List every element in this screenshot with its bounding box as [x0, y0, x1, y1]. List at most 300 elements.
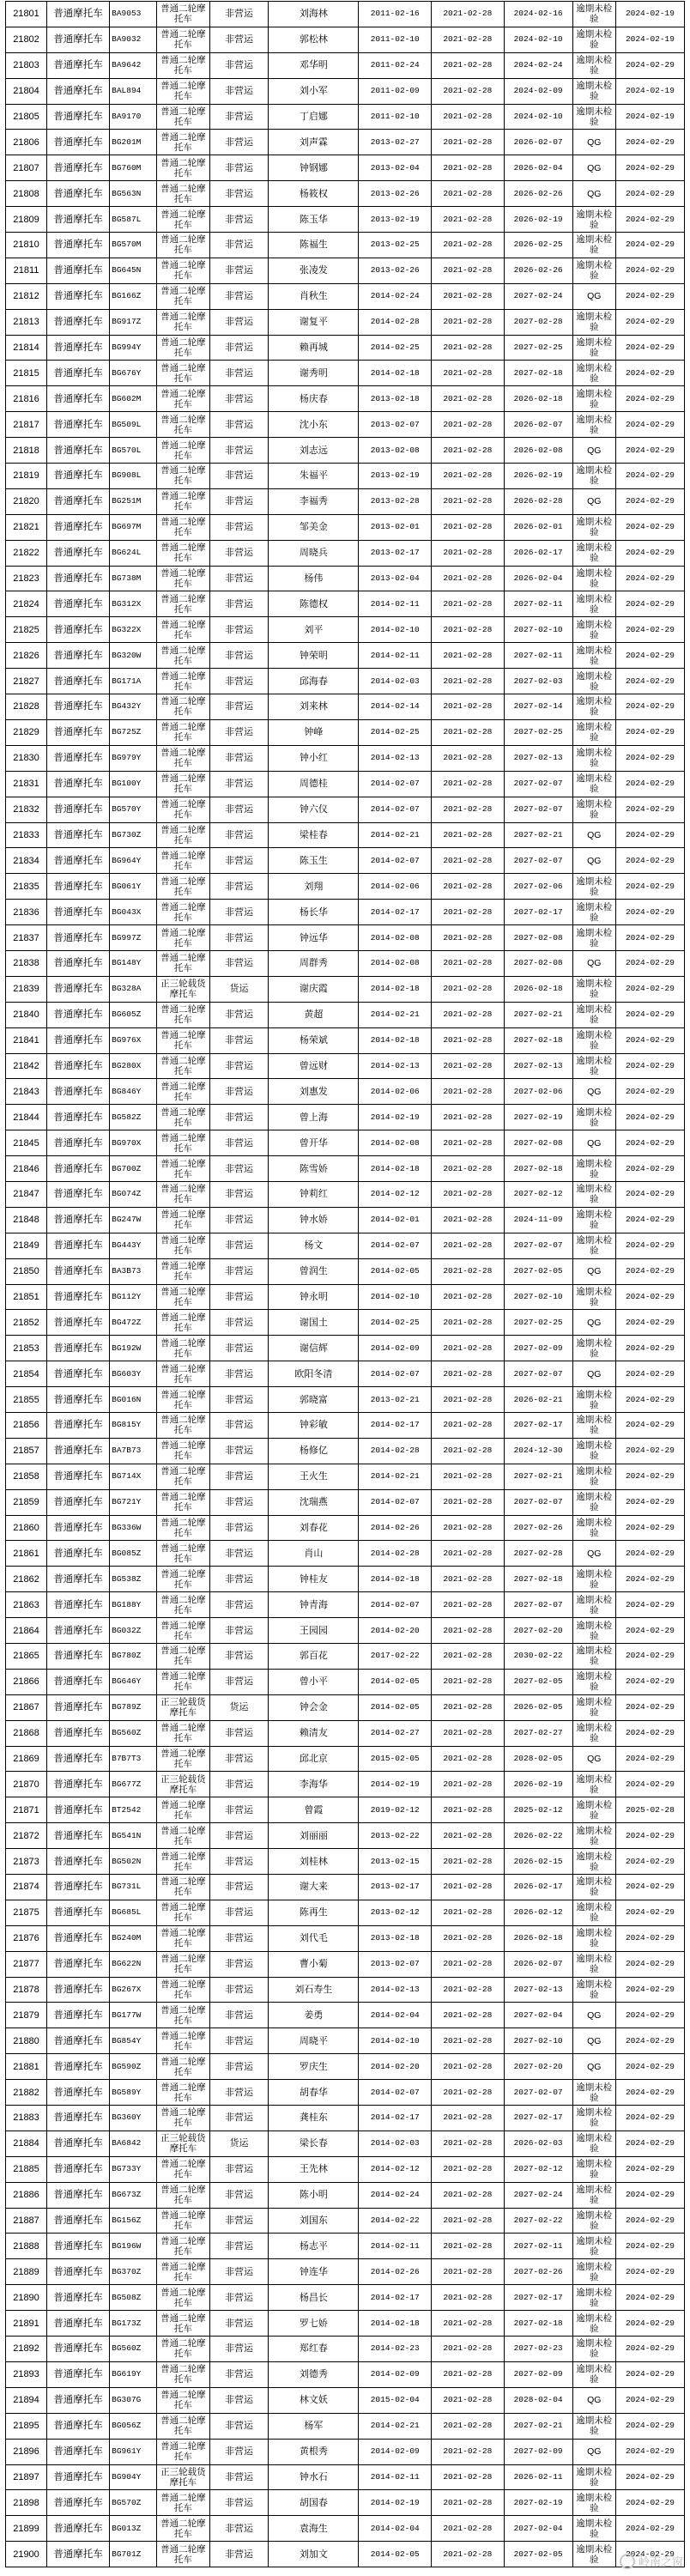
- vehicle-type: 正三轮载货摩托车: [157, 976, 210, 1002]
- scrap-date: 2024-02-29: [615, 1951, 684, 1977]
- vehicle-type: 普通二轮摩托车: [157, 2490, 210, 2516]
- vehicle-kind: 普通摩托车: [47, 1772, 110, 1797]
- vehicle-kind: 普通摩托车: [47, 2106, 110, 2131]
- issue-date: 2021-02-28: [432, 1489, 505, 1515]
- registration-date: 2014-02-14: [359, 694, 432, 720]
- issue-date: 2021-02-28: [432, 745, 505, 771]
- owner-name: 姜勇: [269, 2003, 359, 2028]
- plate-number: BG714X: [110, 1464, 157, 1489]
- issue-date: 2021-02-28: [432, 1310, 505, 1336]
- registration-date: 2014-02-19: [359, 1772, 432, 1797]
- owner-name: 钟会金: [269, 1694, 359, 1720]
- table-row: [6, 2, 685, 27]
- row-number: 21815: [6, 361, 47, 386]
- scrap-date: 2024-02-29: [615, 2208, 684, 2234]
- inspection-due-date: 2027-02-08: [504, 925, 572, 951]
- scrap-date: 2024-02-29: [615, 2028, 684, 2054]
- inspection-due-date: 2027-02-13: [504, 1977, 572, 2003]
- plate-number: BG320W: [110, 643, 157, 669]
- plate-number: BG677Z: [110, 1772, 157, 1797]
- scrap-date: 2024-02-29: [615, 1156, 684, 1182]
- owner-name: 钟连华: [269, 2259, 359, 2285]
- plate-number: BG196W: [110, 2234, 157, 2259]
- owner-name: 胡春华: [269, 2080, 359, 2106]
- vehicle-type: 普通二轮摩托车: [157, 386, 210, 412]
- plate-number: BG961Y: [110, 2439, 157, 2464]
- issue-date: 2021-02-28: [432, 1181, 505, 1207]
- vehicle-type: 普通二轮摩托车: [157, 283, 210, 309]
- row-number: 21898: [6, 2490, 47, 2516]
- plate-number: BG673Z: [110, 2182, 157, 2208]
- plate-number: BA7B73: [110, 1438, 157, 1464]
- vehicle-kind: 普通摩托车: [47, 2337, 110, 2362]
- plate-number: BG624L: [110, 540, 157, 566]
- row-number: 21805: [6, 104, 47, 130]
- plate-number: BG605Z: [110, 1002, 157, 1027]
- inspection-status: 逾期未检验: [572, 78, 615, 104]
- inspection-due-date: 2024-12-30: [504, 1438, 572, 1464]
- plate-number: BG280X: [110, 1053, 157, 1079]
- owner-name: 钟峰: [269, 719, 359, 745]
- table-row: [6, 155, 685, 181]
- owner-name: 钟水娇: [269, 1207, 359, 1233]
- owner-name: 钟远华: [269, 925, 359, 951]
- inspection-due-date: 2027-02-04: [504, 2003, 572, 2028]
- row-number: 21890: [6, 2285, 47, 2311]
- vehicle-kind: 普通摩托车: [47, 1951, 110, 1977]
- issue-date: 2021-02-28: [432, 1746, 505, 1772]
- owner-name: 杨筱权: [269, 181, 359, 207]
- plate-number: BG148Y: [110, 950, 157, 976]
- owner-name: 刘声霖: [269, 130, 359, 155]
- table-row: [6, 1156, 685, 1182]
- issue-date: 2021-02-28: [432, 2182, 505, 2208]
- plate-number: BG508Z: [110, 2285, 157, 2311]
- vehicle-kind: 普通摩托车: [47, 540, 110, 566]
- owner-name: 刘海林: [269, 2, 359, 27]
- vehicle-kind: 普通摩托车: [47, 1592, 110, 1618]
- inspection-due-date: 2027-02-21: [504, 822, 572, 848]
- inspection-due-date: 2027-02-10: [504, 1284, 572, 1310]
- table-row: [6, 1644, 685, 1670]
- vehicle-kind: 普通摩托车: [47, 361, 110, 386]
- vehicle-type: 普通二轮摩托车: [157, 258, 210, 283]
- table-row: [6, 2285, 685, 2311]
- usage: 非营运: [209, 1977, 269, 2003]
- owner-name: 刘翔: [269, 874, 359, 900]
- scrap-date: 2024-02-29: [615, 1336, 684, 1361]
- table-row: [6, 386, 685, 412]
- registration-date: 2015-02-04: [359, 2387, 432, 2413]
- owner-name: 杨伟: [269, 566, 359, 591]
- table-row: [6, 1746, 685, 1772]
- scrap-date: 2024-02-29: [615, 925, 684, 951]
- table-row: [6, 2208, 685, 2234]
- usage: 非营运: [209, 488, 269, 514]
- scrap-date: 2024-02-29: [615, 207, 684, 233]
- registration-date: 2014-02-09: [359, 2361, 432, 2387]
- owner-name: 刘小军: [269, 78, 359, 104]
- row-number: 21854: [6, 1361, 47, 1387]
- vehicle-kind: 普通摩托车: [47, 52, 110, 78]
- registration-date: 2013-02-08: [359, 438, 432, 464]
- inspection-status: 逾期未检验: [572, 1772, 615, 1797]
- row-number: 21810: [6, 233, 47, 258]
- usage: 货运: [209, 1694, 269, 1720]
- registration-date: 2014-02-10: [359, 2028, 432, 2054]
- usage: 非营运: [209, 2234, 269, 2259]
- plate-number: BG056Z: [110, 2413, 157, 2439]
- row-number: 21846: [6, 1156, 47, 1182]
- owner-name: 杨长华: [269, 900, 359, 925]
- owner-name: 刘桂林: [269, 1849, 359, 1875]
- usage: 非营运: [209, 309, 269, 335]
- issue-date: 2021-02-28: [432, 488, 505, 514]
- vehicle-type: 普通二轮摩托车: [157, 2361, 210, 2387]
- issue-date: 2021-02-28: [432, 2054, 505, 2080]
- vehicle-kind: 普通摩托车: [47, 1361, 110, 1387]
- usage: 非营运: [209, 1823, 269, 1849]
- vehicle-kind: 普通摩托车: [47, 1207, 110, 1233]
- table-row: [6, 1669, 685, 1694]
- registration-date: 2013-02-04: [359, 566, 432, 591]
- registration-date: 2011-02-10: [359, 27, 432, 52]
- scrap-date: 2024-02-29: [615, 2003, 684, 2028]
- owner-name: 谢国土: [269, 1310, 359, 1336]
- table-row: [6, 2054, 685, 2080]
- table-row: [6, 617, 685, 643]
- scrap-date: 2024-02-29: [615, 2387, 684, 2413]
- inspection-status: 逾期未检验: [572, 2106, 615, 2131]
- usage: 非营运: [209, 1207, 269, 1233]
- scrap-date: 2024-02-29: [615, 2234, 684, 2259]
- plate-number: BG247W: [110, 1207, 157, 1233]
- scrap-date: 2024-02-29: [615, 2542, 684, 2567]
- inspection-status: 逾期未检验: [572, 1002, 615, 1027]
- inspection-due-date: 2027-02-18: [504, 2311, 572, 2337]
- row-number: 21843: [6, 1079, 47, 1105]
- row-number: 21837: [6, 925, 47, 951]
- vehicle-type: 普通二轮摩托车: [157, 2234, 210, 2259]
- plate-number: BG177W: [110, 2003, 157, 2028]
- scrap-date: 2024-02-29: [615, 335, 684, 361]
- inspection-status: 逾期未检验: [572, 335, 615, 361]
- owner-name: 罗七娇: [269, 2311, 359, 2337]
- scrap-date: 2024-02-29: [615, 2516, 684, 2542]
- inspection-due-date: 2027-02-17: [504, 2285, 572, 2311]
- plate-number: BG328A: [110, 976, 157, 1002]
- issue-date: 2021-02-28: [432, 1258, 505, 1284]
- scrap-date: 2024-02-29: [615, 2490, 684, 2516]
- table-row: [6, 1541, 685, 1567]
- inspection-status: 逾期未检验: [572, 1694, 615, 1720]
- registration-date: 2014-02-28: [359, 1541, 432, 1567]
- vehicle-type: 普通二轮摩托车: [157, 1053, 210, 1079]
- inspection-due-date: 2027-02-19: [504, 1105, 572, 1130]
- plate-number: BG645N: [110, 258, 157, 283]
- usage: 非营运: [209, 1181, 269, 1207]
- inspection-status: 逾期未检验: [572, 2131, 615, 2156]
- row-number: 21808: [6, 181, 47, 207]
- row-number: 21824: [6, 591, 47, 617]
- vehicle-kind: 普通摩托车: [47, 1233, 110, 1258]
- owner-name: 邓华明: [269, 52, 359, 78]
- inspection-status: 逾期未检验: [572, 2413, 615, 2439]
- table-row: [6, 1207, 685, 1233]
- row-number: 21900: [6, 2542, 47, 2567]
- inspection-status: 逾期未检验: [572, 207, 615, 233]
- scrap-date: 2024-02-29: [615, 2106, 684, 2131]
- table-row: [6, 1336, 685, 1361]
- row-number: 21832: [6, 797, 47, 822]
- inspection-due-date: 2027-02-07: [504, 1489, 572, 1515]
- registration-date: 2014-02-24: [359, 2182, 432, 2208]
- issue-date: 2021-02-28: [432, 181, 505, 207]
- inspection-due-date: 2027-02-28: [504, 1541, 572, 1567]
- plate-number: BG979Y: [110, 745, 157, 771]
- usage: 非营运: [209, 2156, 269, 2182]
- vehicle-type: 正三轮载货摩托车: [157, 1694, 210, 1720]
- table-row: [6, 1053, 685, 1079]
- issue-date: 2021-02-28: [432, 335, 505, 361]
- vehicle-kind: 普通摩托车: [47, 2156, 110, 2182]
- inspection-due-date: 2027-02-25: [504, 719, 572, 745]
- vehicle-type: 普通二轮摩托车: [157, 1900, 210, 1925]
- inspection-due-date: 2027-02-10: [504, 617, 572, 643]
- row-number: 21851: [6, 1284, 47, 1310]
- vehicle-kind: 普通摩托车: [47, 2208, 110, 2234]
- owner-name: 刘平: [269, 617, 359, 643]
- usage: 非营运: [209, 2361, 269, 2387]
- registration-date: 2014-02-05: [359, 1258, 432, 1284]
- scrap-date: 2024-02-19: [615, 104, 684, 130]
- owner-name: 曹小菊: [269, 1951, 359, 1977]
- vehicle-kind: 普通摩托车: [47, 438, 110, 464]
- vehicle-kind: 普通摩托车: [47, 2028, 110, 2054]
- plate-number: BG619Y: [110, 2361, 157, 2387]
- issue-date: 2021-02-28: [432, 2131, 505, 2156]
- plate-number: BG201M: [110, 130, 157, 155]
- issue-date: 2021-02-28: [432, 1567, 505, 1592]
- usage: 非营运: [209, 1720, 269, 1746]
- inspection-due-date: 2027-02-07: [504, 1592, 572, 1618]
- usage: 非营运: [209, 1464, 269, 1489]
- plate-number: BG432Y: [110, 694, 157, 720]
- owner-name: 沈小东: [269, 412, 359, 438]
- usage: 非营运: [209, 2028, 269, 2054]
- inspection-due-date: 2026-02-19: [504, 207, 572, 233]
- inspection-status: 逾期未检验: [572, 2361, 615, 2387]
- usage: 货运: [209, 976, 269, 1002]
- vehicle-type: 普通二轮摩托车: [157, 950, 210, 976]
- inspection-status: 逾期未检验: [572, 412, 615, 438]
- scrap-date: 2024-02-29: [615, 797, 684, 822]
- inspection-status: 逾期未检验: [572, 617, 615, 643]
- issue-date: 2021-02-28: [432, 900, 505, 925]
- registration-date: 2014-02-10: [359, 1284, 432, 1310]
- vehicle-type: 普通二轮摩托车: [157, 1541, 210, 1567]
- scrap-date: 2024-02-29: [615, 52, 684, 78]
- plate-number: BG964Y: [110, 848, 157, 874]
- vehicle-registry-table: [5, 1, 685, 2567]
- vehicle-type: 普通二轮摩托车: [157, 412, 210, 438]
- inspection-due-date: 2027-02-13: [504, 1053, 572, 1079]
- row-number: 21830: [6, 745, 47, 771]
- issue-date: 2021-02-28: [432, 2542, 505, 2567]
- owner-name: 陈雪娇: [269, 1156, 359, 1182]
- inspection-due-date: 2027-02-21: [504, 1002, 572, 1027]
- inspection-due-date: 2027-02-18: [504, 1027, 572, 1053]
- registration-date: 2014-02-18: [359, 1156, 432, 1182]
- table-row: [6, 438, 685, 464]
- plate-number: BAL894: [110, 78, 157, 104]
- vehicle-kind: 普通摩托车: [47, 2387, 110, 2413]
- registration-date: 2014-02-19: [359, 1105, 432, 1130]
- inspection-status: 逾期未检验: [572, 1592, 615, 1618]
- plate-number: BG336W: [110, 1515, 157, 1541]
- registration-date: 2019-02-12: [359, 1797, 432, 1823]
- inspection-status: 逾期未检验: [572, 1644, 615, 1670]
- issue-date: 2021-02-28: [432, 27, 505, 52]
- vehicle-type: 普通二轮摩托车: [157, 27, 210, 52]
- scrap-date: 2024-02-29: [615, 1079, 684, 1105]
- issue-date: 2021-02-28: [432, 386, 505, 412]
- row-number: 21834: [6, 848, 47, 874]
- table-row: [6, 258, 685, 283]
- inspection-due-date: 2024-02-10: [504, 27, 572, 52]
- issue-date: 2021-02-28: [432, 2387, 505, 2413]
- plate-number: BA9053: [110, 2, 157, 27]
- vehicle-type: 普通二轮摩托车: [157, 540, 210, 566]
- row-number: 21806: [6, 130, 47, 155]
- row-number: 21828: [6, 694, 47, 720]
- vehicle-kind: 普通摩托车: [47, 258, 110, 283]
- row-number: 21839: [6, 976, 47, 1002]
- inspection-due-date: 2027-02-21: [504, 1464, 572, 1489]
- vehicle-kind: 普通摩托车: [47, 1489, 110, 1515]
- owner-name: 钟六仪: [269, 797, 359, 822]
- registration-date: 2014-02-20: [359, 2054, 432, 2080]
- inspection-due-date: 2026-02-18: [504, 976, 572, 1002]
- inspection-status: 逾期未检验: [572, 2490, 615, 2516]
- scrap-date: 2024-02-29: [615, 361, 684, 386]
- plate-number: BG443Y: [110, 1233, 157, 1258]
- scrap-date: 2024-02-29: [615, 1849, 684, 1875]
- vehicle-kind: 普通摩托车: [47, 2361, 110, 2387]
- watermark: [620, 2553, 683, 2569]
- table-row: [6, 1233, 685, 1258]
- registration-date: 2014-02-18: [359, 2311, 432, 2337]
- usage: 货运: [209, 2131, 269, 2156]
- vehicle-kind: 普通摩托车: [47, 2439, 110, 2464]
- vehicle-kind: 普通摩托车: [47, 1515, 110, 1541]
- row-number: 21850: [6, 1258, 47, 1284]
- inspection-due-date: 2027-02-10: [504, 2028, 572, 2054]
- usage: 非营运: [209, 514, 269, 540]
- vehicle-kind: 普通摩托车: [47, 1027, 110, 1053]
- usage: 非营运: [209, 2, 269, 27]
- inspection-status: 逾期未检验: [572, 1156, 615, 1182]
- usage: 非营运: [209, 566, 269, 591]
- owner-name: 朱福平: [269, 464, 359, 489]
- issue-date: 2021-02-28: [432, 1669, 505, 1694]
- table-row: [6, 104, 685, 130]
- usage: 非营运: [209, 181, 269, 207]
- inspection-due-date: 2027-02-07: [504, 2080, 572, 2106]
- plate-number: BG685L: [110, 1900, 157, 1925]
- vehicle-type: 普通二轮摩托车: [157, 2080, 210, 2106]
- row-number: 21822: [6, 540, 47, 566]
- issue-date: 2021-02-28: [432, 925, 505, 951]
- plate-number: BG307G: [110, 2387, 157, 2413]
- inspection-status: 逾期未检验: [572, 2080, 615, 2106]
- issue-date: 2021-02-28: [432, 617, 505, 643]
- row-number: 21861: [6, 1541, 47, 1567]
- vehicle-kind: 普通摩托车: [47, 1797, 110, 1823]
- inspection-due-date: 2027-02-20: [504, 1618, 572, 1644]
- registration-date: 2013-02-26: [359, 181, 432, 207]
- row-number: 21820: [6, 488, 47, 514]
- table-row: [6, 233, 685, 258]
- plate-number: BG541N: [110, 1823, 157, 1849]
- registration-date: 2014-02-11: [359, 2464, 432, 2490]
- inspection-status: QG: [572, 283, 615, 309]
- owner-name: 曾远财: [269, 1053, 359, 1079]
- inspection-due-date: 2024-02-24: [504, 52, 572, 78]
- row-number: 21821: [6, 514, 47, 540]
- scrap-date: 2025-02-28: [615, 1797, 684, 1823]
- vehicle-kind: 普通摩托车: [47, 78, 110, 104]
- registration-date: 2013-02-01: [359, 514, 432, 540]
- registration-date: 2011-02-24: [359, 52, 432, 78]
- table-row: [6, 1361, 685, 1387]
- usage: 非营运: [209, 1849, 269, 1875]
- inspection-status: 逾期未检验: [572, 1567, 615, 1592]
- issue-date: 2021-02-28: [432, 1720, 505, 1746]
- owner-name: 郭晓富: [269, 1387, 359, 1413]
- vehicle-kind: 普通摩托车: [47, 1130, 110, 1156]
- scrap-date: 2024-02-29: [615, 1027, 684, 1053]
- vehicle-type: 普通二轮摩托车: [157, 514, 210, 540]
- table-row: [6, 78, 685, 104]
- table-row: [6, 2234, 685, 2259]
- vehicle-type: 普通二轮摩托车: [157, 1130, 210, 1156]
- vehicle-type: 普通二轮摩托车: [157, 2156, 210, 2182]
- owner-name: 刘德秀: [269, 2361, 359, 2387]
- plate-number: BG846Y: [110, 1079, 157, 1105]
- inspection-due-date: 2027-02-25: [504, 1310, 572, 1336]
- owner-name: 陈玉华: [269, 207, 359, 233]
- table-row: [6, 719, 685, 745]
- owner-name: 刘代毛: [269, 1925, 359, 1951]
- row-number: 21855: [6, 1387, 47, 1413]
- table-row: [6, 1258, 685, 1284]
- plate-number: BG538Z: [110, 1567, 157, 1592]
- row-number: 21877: [6, 1951, 47, 1977]
- vehicle-kind: 普通摩托车: [47, 514, 110, 540]
- owner-name: 刘惠发: [269, 1079, 359, 1105]
- inspection-due-date: 2026-02-28: [504, 488, 572, 514]
- table-row: [6, 2337, 685, 2362]
- table-row: [6, 2439, 685, 2464]
- vehicle-type: 普通二轮摩托车: [157, 874, 210, 900]
- vehicle-kind: 普通摩托车: [47, 1181, 110, 1207]
- row-number: 21802: [6, 27, 47, 52]
- scrap-date: 2024-02-29: [615, 1515, 684, 1541]
- row-number: 21892: [6, 2337, 47, 2362]
- row-number: 21863: [6, 1592, 47, 1618]
- registration-date: 2014-02-24: [359, 283, 432, 309]
